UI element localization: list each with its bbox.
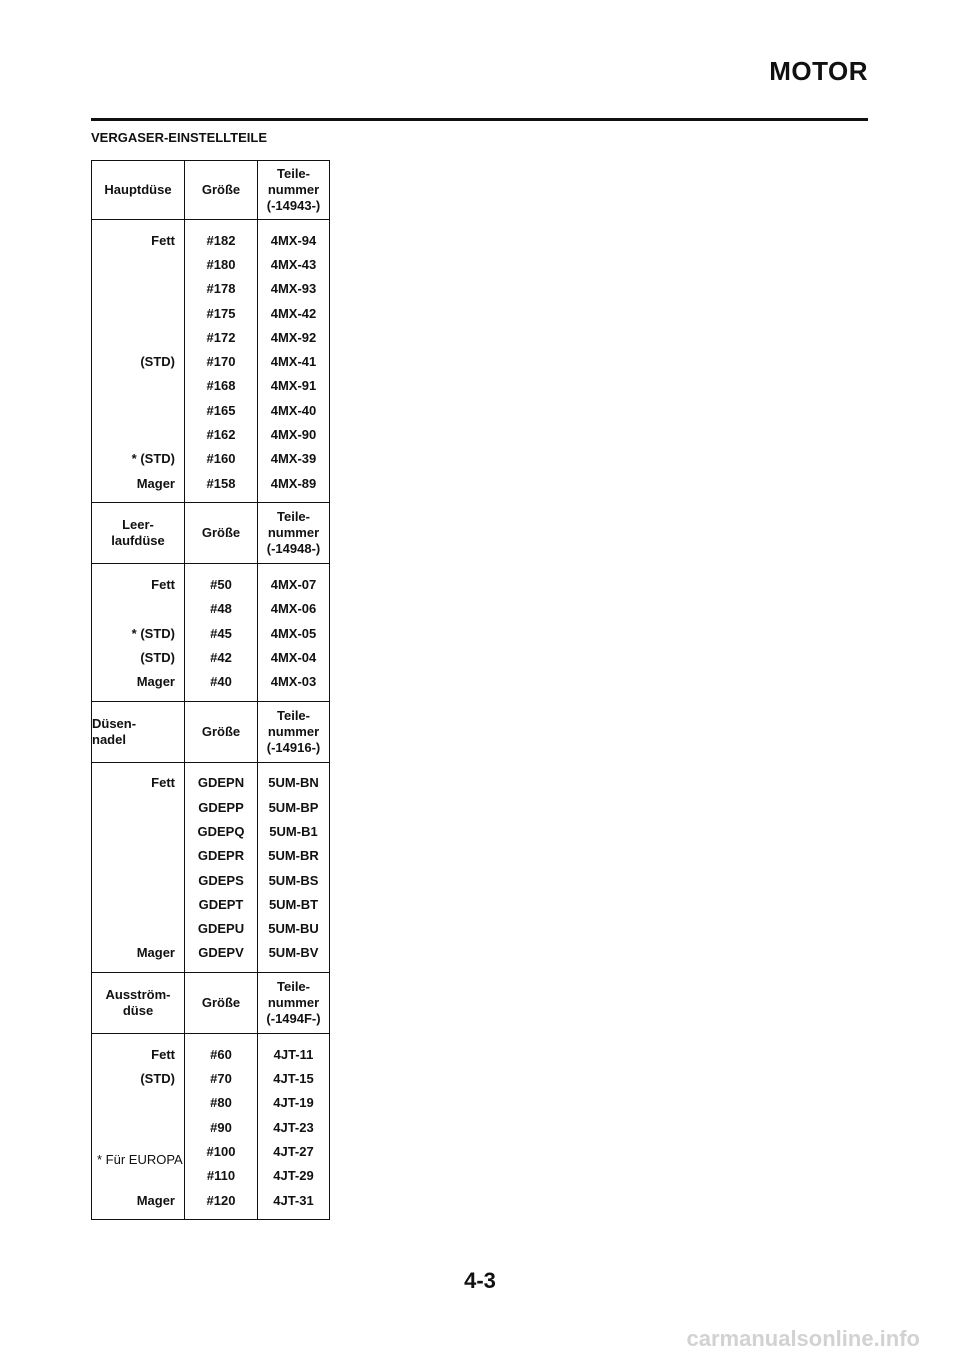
size-cell: #40 — [185, 669, 258, 701]
table-row — [92, 398, 330, 422]
part-number-cell: 4MX-40 — [258, 398, 330, 422]
setting-cell: (STD) — [92, 349, 185, 373]
setting-cell — [92, 1164, 185, 1188]
setting-cell — [92, 325, 185, 349]
table-row — [92, 621, 330, 645]
part-number-cell: 5UM-BN — [258, 762, 330, 795]
setting-cell — [92, 301, 185, 325]
part-number-cell: 4JT-27 — [258, 1139, 330, 1163]
size-cell: #158 — [185, 471, 258, 503]
setting-cell: Fett — [92, 564, 185, 597]
watermark[interactable]: carmanualsonline.info — [686, 1326, 920, 1351]
part-number-cell: 4MX-42 — [258, 301, 330, 325]
table-row — [92, 422, 330, 446]
setting-cell: Mager — [92, 1188, 185, 1220]
table-row — [92, 252, 330, 276]
table-row — [92, 447, 330, 471]
setting-cell: Fett — [92, 220, 185, 253]
size-cell: GDEPS — [185, 868, 258, 892]
table-row — [92, 220, 330, 253]
size-cell: #80 — [185, 1091, 258, 1115]
table-row — [92, 277, 330, 301]
part-number-cell: 4JT-23 — [258, 1115, 330, 1139]
part-number-cell: 4MX-94 — [258, 220, 330, 253]
setting-cell — [92, 819, 185, 843]
page-header-title: MOTOR — [769, 56, 868, 86]
table-row — [92, 844, 330, 868]
table-row — [92, 349, 330, 373]
table-header-cell: Leer- laufdüse — [92, 503, 185, 564]
size-cell: #182 — [185, 220, 258, 253]
setting-cell: Fett — [92, 762, 185, 795]
part-number-cell: 4MX-41 — [258, 349, 330, 373]
table-row — [92, 1115, 330, 1139]
table-row — [92, 669, 330, 701]
setting-cell — [92, 795, 185, 819]
table-row — [92, 1188, 330, 1220]
table-row — [92, 564, 330, 597]
size-cell: GDEPT — [185, 892, 258, 916]
part-number-cell: 5UM-BU — [258, 917, 330, 941]
size-cell: #178 — [185, 277, 258, 301]
part-number-cell: 5UM-BR — [258, 844, 330, 868]
part-number-cell: 4MX-04 — [258, 645, 330, 669]
setting-cell — [92, 374, 185, 398]
header-divider — [91, 118, 868, 121]
table-header-cell: Größe — [185, 973, 258, 1034]
setting-cell — [92, 597, 185, 621]
part-number-cell: 4JT-31 — [258, 1188, 330, 1220]
part-number-cell: 4MX-03 — [258, 669, 330, 701]
setting-cell — [92, 422, 185, 446]
table-header-cell: Düsen- nadel — [92, 701, 185, 762]
table-row — [92, 941, 330, 973]
part-number-cell: 4JT-11 — [258, 1034, 330, 1067]
table-header-row — [92, 161, 330, 220]
setting-cell: Mager — [92, 471, 185, 503]
part-number-cell: 4MX-92 — [258, 325, 330, 349]
table-header-cell: Teile- nummer (-1494F-) — [258, 973, 330, 1034]
setting-cell — [92, 868, 185, 892]
section-title: VERGASER-EINSTELLTEILE — [91, 130, 267, 145]
part-number-cell: 4MX-91 — [258, 374, 330, 398]
setting-cell: (STD) — [92, 1066, 185, 1090]
size-cell: #90 — [185, 1115, 258, 1139]
table-row — [92, 892, 330, 916]
table-row — [92, 1066, 330, 1090]
table-body — [92, 161, 330, 1220]
setting-cell — [92, 892, 185, 916]
part-number-cell: 4MX-06 — [258, 597, 330, 621]
table-header-cell: Größe — [185, 161, 258, 220]
part-number-cell: 4MX-89 — [258, 471, 330, 503]
setting-cell: * (STD) — [92, 621, 185, 645]
part-number-cell: 4MX-05 — [258, 621, 330, 645]
size-cell: GDEPV — [185, 941, 258, 973]
size-cell: #42 — [185, 645, 258, 669]
setting-cell — [92, 398, 185, 422]
table-header-cell: Teile- nummer (-14948-) — [258, 503, 330, 564]
size-cell: #48 — [185, 597, 258, 621]
table-row — [92, 1164, 330, 1188]
setting-cell: Fett — [92, 1034, 185, 1067]
part-number-cell: 5UM-BT — [258, 892, 330, 916]
size-cell: #175 — [185, 301, 258, 325]
table-header-cell: Ausström- düse — [92, 973, 185, 1034]
part-number-cell: 5UM-BV — [258, 941, 330, 973]
table-header-cell: Hauptdüse — [92, 161, 185, 220]
size-cell: #110 — [185, 1164, 258, 1188]
size-cell: GDEPP — [185, 795, 258, 819]
size-cell: #50 — [185, 564, 258, 597]
size-cell: #170 — [185, 349, 258, 373]
table-row — [92, 917, 330, 941]
setting-cell: Mager — [92, 669, 185, 701]
table-header-row — [92, 503, 330, 564]
size-cell: #165 — [185, 398, 258, 422]
part-number-cell: 4MX-43 — [258, 252, 330, 276]
setting-cell — [92, 844, 185, 868]
size-cell: #70 — [185, 1066, 258, 1090]
part-number-cell: 5UM-BP — [258, 795, 330, 819]
table-header-cell: Größe — [185, 503, 258, 564]
table-row — [92, 1034, 330, 1067]
part-number-cell: 4MX-90 — [258, 422, 330, 446]
setting-cell — [92, 917, 185, 941]
carburetor-settings-table — [91, 160, 330, 1220]
size-cell: GDEPU — [185, 917, 258, 941]
part-number-cell: 4MX-93 — [258, 277, 330, 301]
setting-cell: Mager — [92, 941, 185, 973]
table-row — [92, 325, 330, 349]
table-header-row — [92, 701, 330, 762]
size-cell: GDEPQ — [185, 819, 258, 843]
table-header-cell: Teile- nummer (-14943-) — [258, 161, 330, 220]
part-number-cell: 4JT-29 — [258, 1164, 330, 1188]
table-row — [92, 597, 330, 621]
page-number: 4-3 — [464, 1268, 496, 1293]
table-row — [92, 645, 330, 669]
size-cell: #100 — [185, 1139, 258, 1163]
table-header-cell: Teile- nummer (-14916-) — [258, 701, 330, 762]
setting-cell — [92, 252, 185, 276]
table-row — [92, 795, 330, 819]
setting-cell: (STD) — [92, 645, 185, 669]
setting-cell — [92, 1115, 185, 1139]
part-number-cell: 4MX-07 — [258, 564, 330, 597]
size-cell: GDEPN — [185, 762, 258, 795]
size-cell: #162 — [185, 422, 258, 446]
table-row — [92, 1091, 330, 1115]
setting-cell — [92, 1091, 185, 1115]
size-cell: #120 — [185, 1188, 258, 1220]
setting-cell — [92, 277, 185, 301]
size-cell: #60 — [185, 1034, 258, 1067]
table-header-cell: Größe — [185, 701, 258, 762]
table-row — [92, 374, 330, 398]
footnote: * Für EUROPA — [97, 1152, 183, 1167]
size-cell: #160 — [185, 447, 258, 471]
size-cell: #45 — [185, 621, 258, 645]
part-number-cell: 4MX-39 — [258, 447, 330, 471]
size-cell: #172 — [185, 325, 258, 349]
size-cell: #168 — [185, 374, 258, 398]
table-row — [92, 471, 330, 503]
part-number-cell: 4JT-15 — [258, 1066, 330, 1090]
table-row — [92, 868, 330, 892]
part-number-cell: 5UM-B1 — [258, 819, 330, 843]
table-header-row — [92, 973, 330, 1034]
table-row — [92, 301, 330, 325]
size-cell: GDEPR — [185, 844, 258, 868]
setting-cell: * (STD) — [92, 447, 185, 471]
table-row — [92, 762, 330, 795]
part-number-cell: 4JT-19 — [258, 1091, 330, 1115]
table-row — [92, 819, 330, 843]
part-number-cell: 5UM-BS — [258, 868, 330, 892]
size-cell: #180 — [185, 252, 258, 276]
